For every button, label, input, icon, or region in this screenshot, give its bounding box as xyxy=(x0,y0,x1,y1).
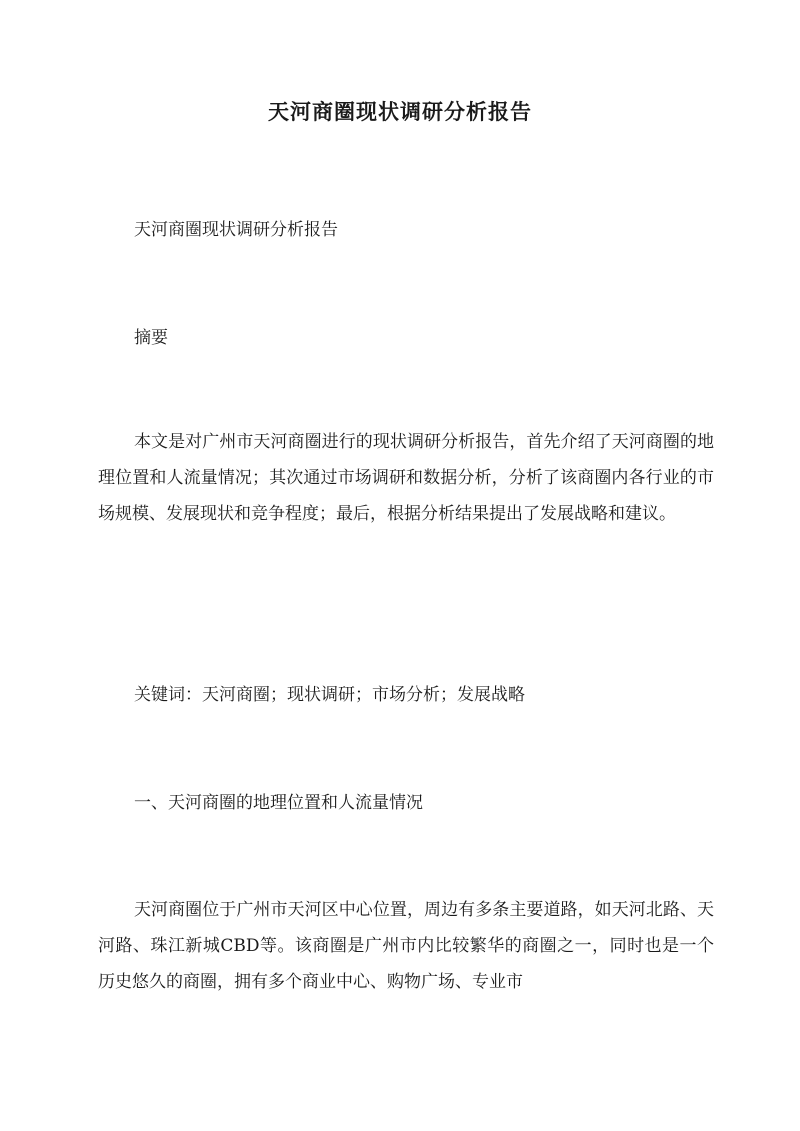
paragraph-abstract-heading: 摘要 xyxy=(134,328,168,348)
document-title: 天河商圈现状调研分析报告 xyxy=(268,99,532,124)
paragraph-subtitle: 天河商圈现状调研分析报告 xyxy=(134,220,338,240)
paragraph-keywords: 关键词：天河商圈；现状调研；市场分析；发展战略 xyxy=(134,685,525,705)
section-heading-1: 一、天河商圈的地理位置和人流量情况 xyxy=(134,793,423,813)
paragraph-section-1-body: 天河商圈位于广州市天河区中心位置，周边有多条主要道路，如天河北路、天河路、珠江新城CBD等。该商圈是广州市内比较繁华的商圈之一，同时也是一个历史悠久的商圈，拥有多个商业中心、购物广场、专业市 xyxy=(98,900,714,992)
paragraph-abstract-body: 本文是对广州市天河商圈进行的现状调研分析报告，首先介绍了天河商圈的地理位置和人流量情况；其次通过市场调研和数据分析，分析了该商圈内各行业的市场规模、发展现状和竞争程度；最后，根据分析结果提出了发展战略和建议。 xyxy=(98,432,714,524)
